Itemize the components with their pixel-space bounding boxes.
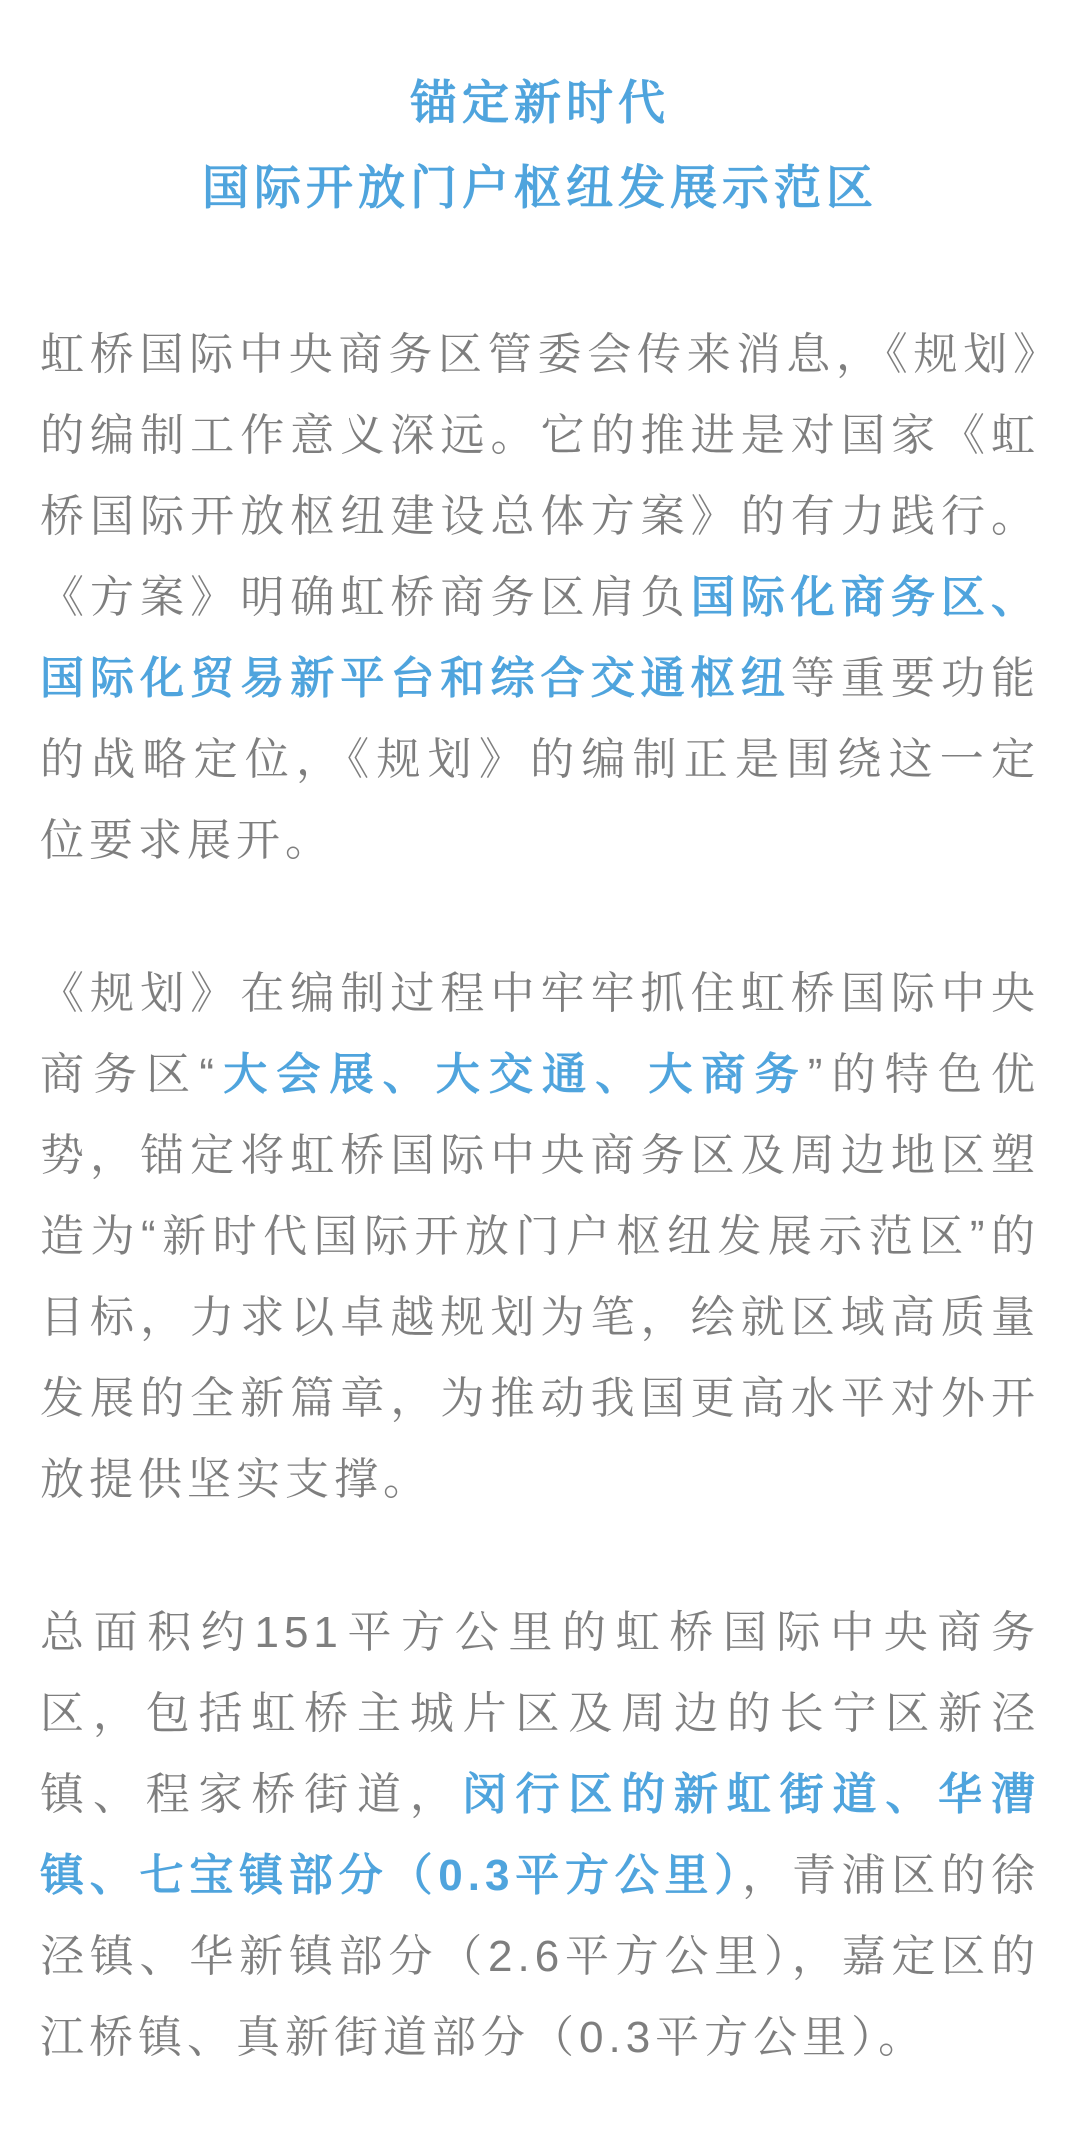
article-title xyxy=(40,60,1040,230)
paragraph-3 xyxy=(40,1592,1040,2078)
paragraph-1 xyxy=(40,314,1040,881)
highlight-run: 闵行区的新虹街道、华漕镇、七宝镇部分（0.3平方公里） xyxy=(40,1770,1041,1900)
text-run: 总面积约151平方公里的虹桥国际中央商务区，包括虹桥主城片区及周边的长宁区新泾镇、程家桥街道， xyxy=(40,1608,1040,1819)
text-run: 等重要功能的战略定位，《规划》的编制正是围绕这一定位要求展开。 xyxy=(40,654,1041,865)
text-run: ，青浦区的徐泾镇、华新镇部分（2.6平方公里），嘉定区的江桥镇、真新街道部分（0.3平方公里）。 xyxy=(40,1851,1040,2062)
text-run: 虹桥国际中央商务区管委会传来消息，《规划》的编制工作意义深远。它的推进是对国家《虹桥国际开放枢纽建设总体方案》的有力践行。《方案》明确虹桥商务区肩负 xyxy=(40,330,1040,622)
title-line-1: 锚定新时代 xyxy=(410,76,670,129)
title-line-2: 国际开放门户枢纽发展示范区 xyxy=(202,161,878,214)
text-run: 《规划》在编制过程中牢牢抓住虹桥国际中央商务区“ xyxy=(40,969,1040,1099)
paragraph-2 xyxy=(40,953,1040,1520)
highlight-run: 国际化商务区、国际化贸易新平台和综合交通枢纽 xyxy=(40,573,1041,703)
text-run: ”的特色优势，锚定将虹桥国际中央商务区及周边地区塑造为“新时代国际开放门户枢纽发展示范区”的目标，力求以卓越规划为笔，绘就区域高质量发展的全新篇章，为推动我国更高水平对外开放提供坚实支撑。 xyxy=(40,1050,1040,1504)
highlight-run: 大会展、大交通、大商务 xyxy=(219,1050,808,1099)
